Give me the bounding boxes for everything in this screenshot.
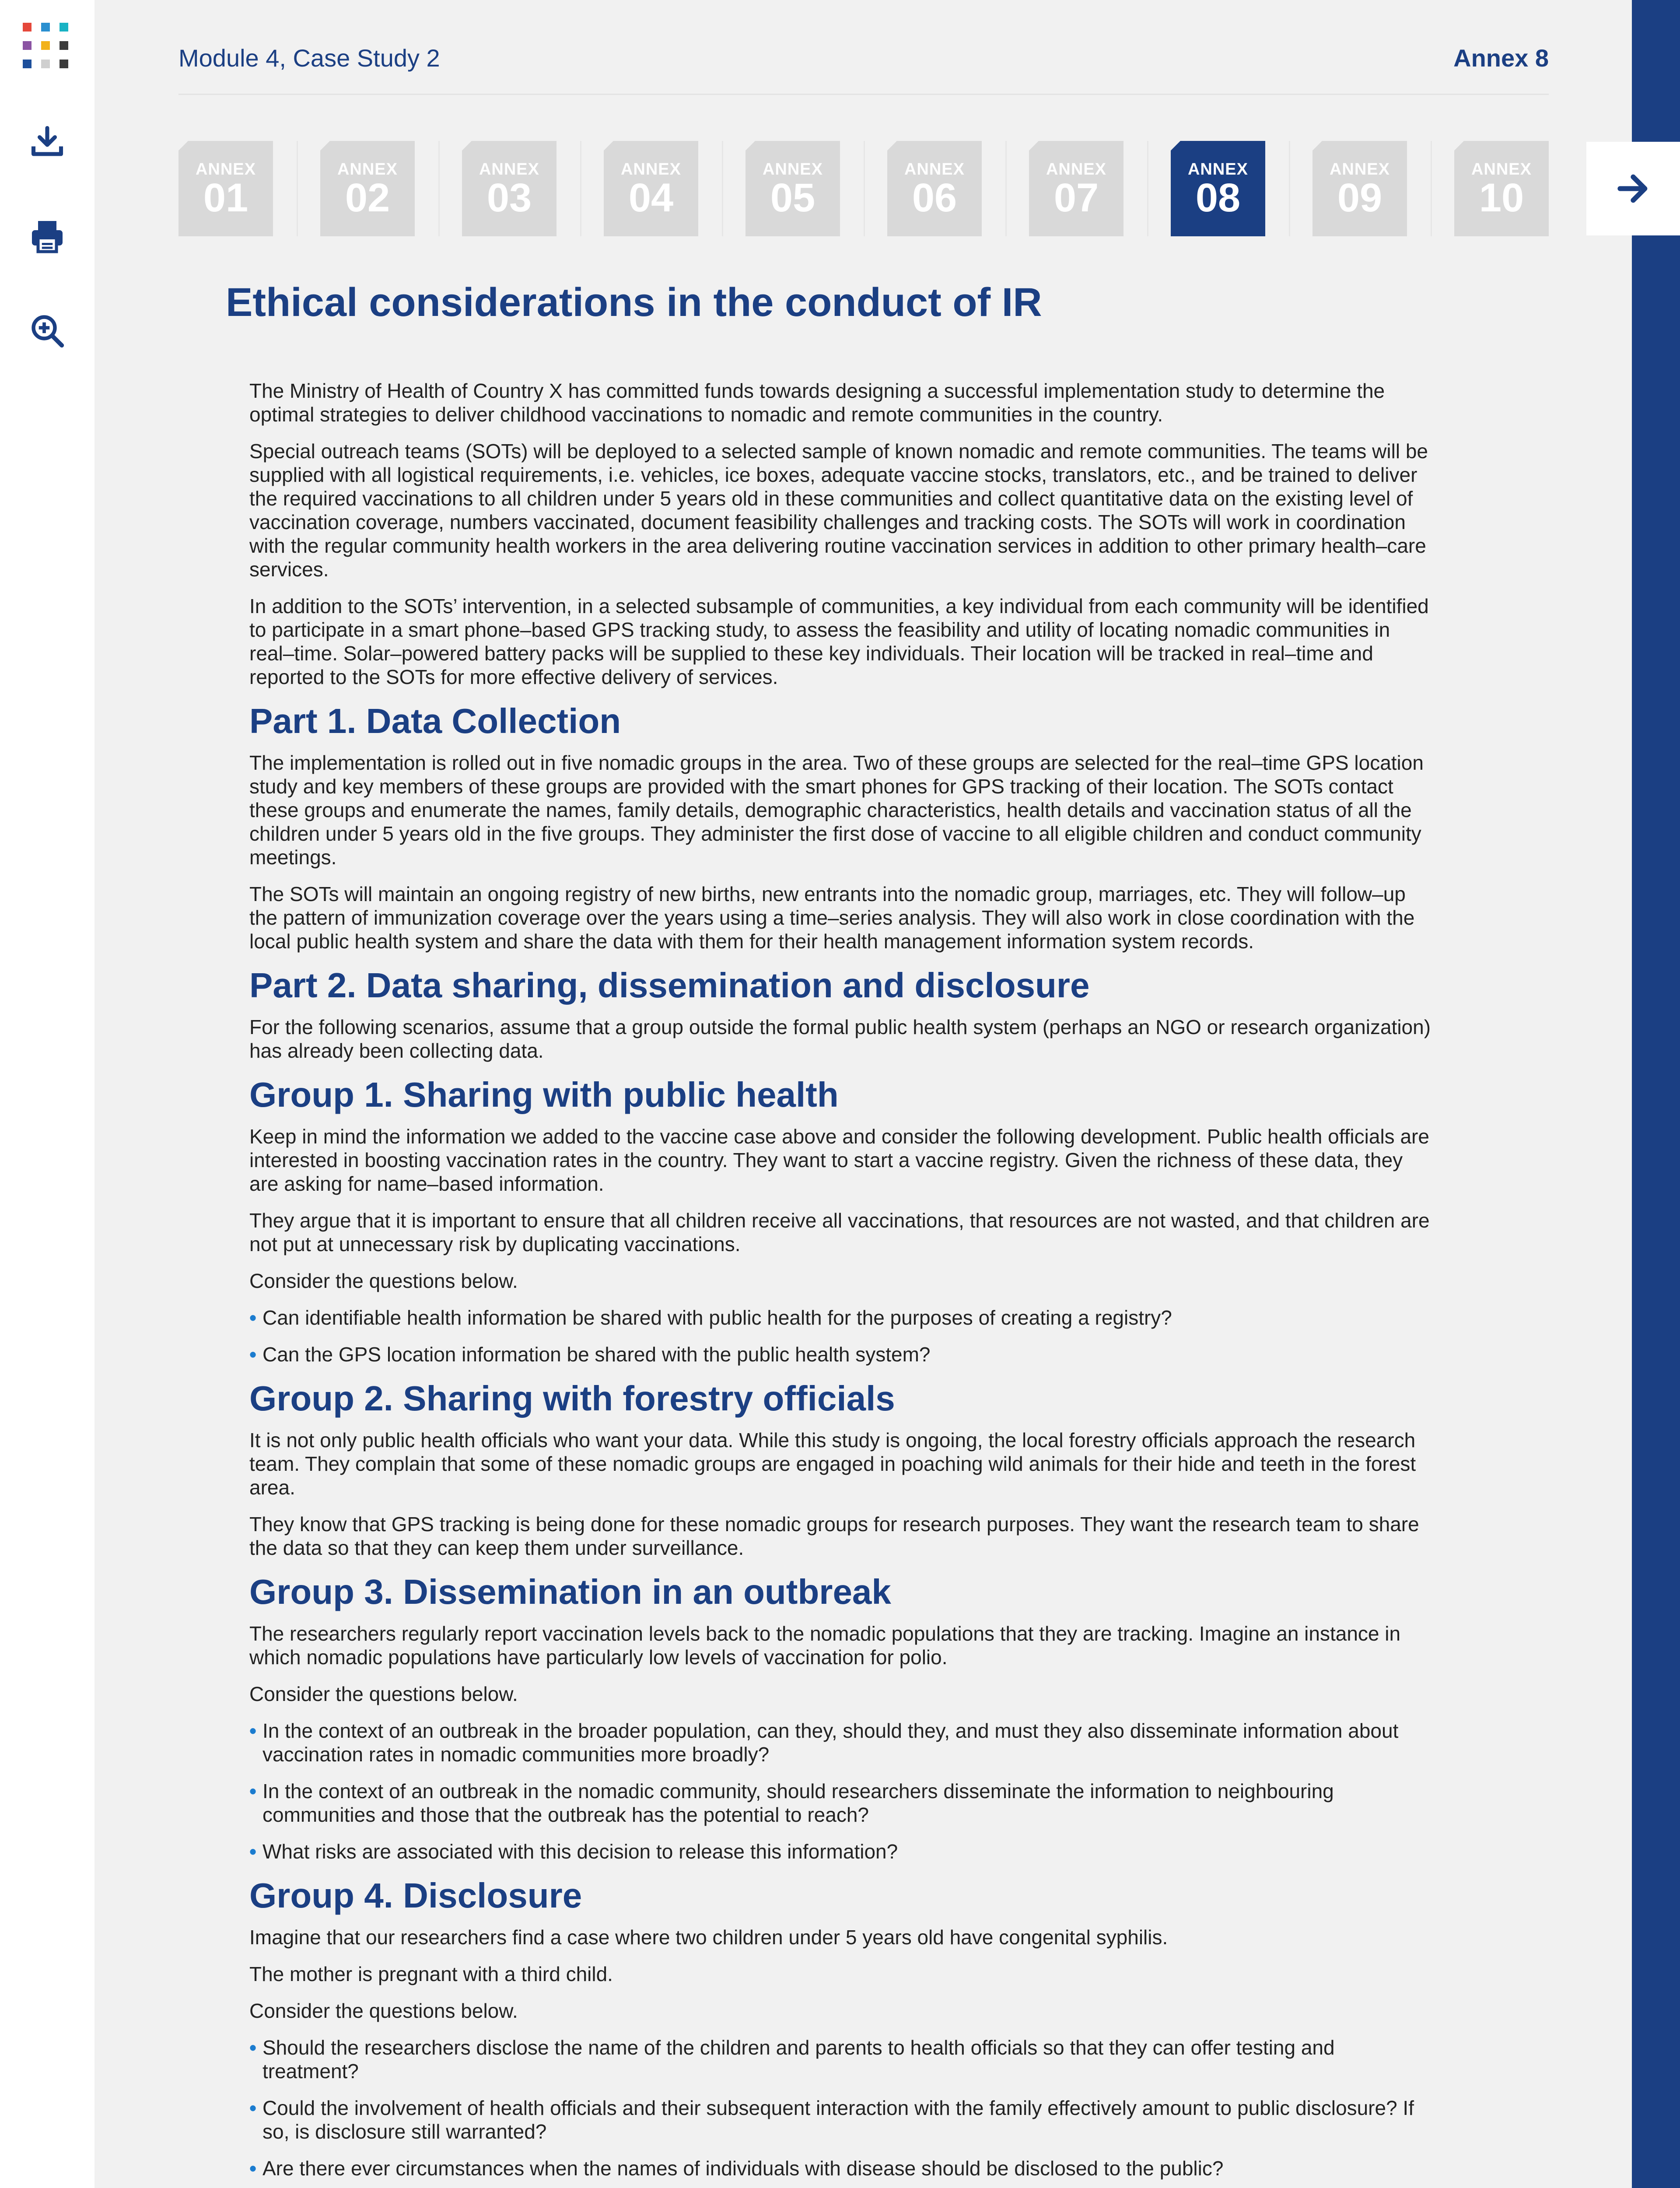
paragraph: The researchers regularly report vaccination levels back to the nomadic populations that they are tracking. Imagine an instance in which nomadic populations have particularly low levels of vaccination for polio.: [249, 1622, 1401, 1669]
app-grid-icon[interactable]: [23, 23, 71, 71]
tab-annex-07[interactable]: [1029, 141, 1124, 236]
question-item: • In the context of an outbreak in the nomadic community, should researchers disseminate the information to neighbouring communities and those that the outbreak has the potential to reach?: [249, 1779, 1435, 1827]
paragraph: Imagine that our researchers find a case where two children under 5 years old have congenital syphilis.: [249, 1926, 1168, 1949]
question-item: • Should the researchers disclose the name of the children and parents to health officials so that they can offer testing and treatment?: [249, 2036, 1435, 2083]
tab-corner: [1312, 141, 1322, 151]
print-icon: [29, 218, 66, 255]
tab-corner: [462, 141, 472, 151]
tab-number: 05: [770, 175, 816, 220]
question-item: • Can identifiable health information be shared with public health for the purposes of creating a registry?: [249, 1306, 1435, 1329]
section-heading-group3: Group 3. Dissemination in an outbreak: [249, 1572, 891, 1611]
main-content: [249, 379, 1435, 2188]
tab-separator: [297, 141, 298, 236]
tab-prefix-label: ANNEX: [620, 160, 682, 179]
tab-number: 02: [345, 175, 390, 220]
intro-paragraph: The Ministry of Health of Country X has committed funds towards designing a successful implementation study to determine the optimal strategies to deliver childhood vaccinations to nomadic and remote communities in the country.: [249, 379, 1385, 426]
tab-corner: [320, 141, 330, 151]
page-title: Ethical considerations in the conduct of IR: [226, 280, 1042, 325]
tab-separator: [1289, 141, 1290, 236]
tab-annex-03[interactable]: [462, 141, 556, 236]
arrow-right-icon: [1616, 171, 1651, 206]
tab-annex-08[interactable]: [1171, 141, 1265, 236]
tab-corner: [746, 141, 755, 151]
tab-prefix-label: ANNEX: [337, 160, 398, 179]
question-list: [249, 2036, 1435, 2180]
tab-prefix-label: ANNEX: [1046, 160, 1107, 179]
paragraph: They know that GPS tracking is being done for these nomadic groups for research purposes. They want the research team to share the data so that they can keep them under surveillance.: [249, 1513, 1419, 1559]
module-title: Module 4, Case Study 2: [178, 44, 440, 72]
paragraph: Consider the questions below.: [249, 1999, 518, 2022]
app-grid-dot: [60, 23, 68, 32]
tab-separator: [1005, 141, 1007, 236]
right-nav-bar: [1632, 0, 1680, 2188]
tab-separator: [722, 141, 723, 236]
tab-prefix-label: ANNEX: [1187, 160, 1249, 179]
tab-separator: [438, 141, 440, 236]
paragraph: Consider the questions below.: [249, 1683, 518, 1705]
paragraph: It is not only public health officials who want your data. While this study is ongoing, the local forestry officials approach the research team. They complain that some of these nomadic groups are engaged in poaching wild animals for their hide and teeth in the forest area.: [249, 1429, 1416, 1499]
tab-corner: [178, 141, 188, 151]
tab-number: 03: [486, 175, 532, 220]
question-item: • Could the involvement of health officials and their subsequent interaction with the family effectively amount to public disclosure? If so, is disclosure still warranted?: [249, 2096, 1435, 2143]
tab-prefix-label: ANNEX: [1471, 160, 1532, 179]
tab-number: 07: [1054, 175, 1099, 220]
app-grid-dot: [41, 41, 50, 50]
tab-number: 04: [628, 175, 674, 220]
app-grid-dot: [23, 60, 32, 68]
section-heading-part1: Part 1. Data Collection: [249, 701, 621, 740]
tab-number: 09: [1337, 175, 1382, 220]
intro-paragraph: Special outreach teams (SOTs) will be deployed to a selected sample of known nomadic and remote communities. The teams will be supplied with all logistical requirements, i.e. vehicles, ice boxes, adequate vaccine stocks, translators, etc., and be trained to deliver the required vaccinations to all children under 5 years old in these communities and collect quantitative data on the existing level of vaccination coverage, numbers vaccinated, document feasibility challenges and tracking costs. The SOTs will work in coordination with the regular community health workers in the area delivering routine vaccination services in addition to other primary health–care services.: [249, 440, 1428, 581]
paragraph: Keep in mind the information we added to the vaccine case above and consider the following development. Public health officials are interested in boosting vaccination rates in the country. They want to start a vaccine registry. Given the richness of these data, they are asking for name–based information.: [249, 1125, 1429, 1195]
tab-annex-10[interactable]: [1454, 141, 1549, 236]
paragraph: Consider the questions below.: [249, 1269, 518, 1292]
tab-separator: [1431, 141, 1432, 236]
app-grid-dot: [23, 41, 32, 50]
left-toolbar: [0, 0, 94, 2188]
tab-number: 01: [203, 175, 248, 220]
tab-separator: [580, 141, 581, 236]
tab-corner: [1171, 141, 1180, 151]
question-item: • In the context of an outbreak in the broader population, can they, should they, and must they also disseminate information about vaccination rates in nomadic communities more broadly?: [249, 1719, 1435, 1766]
paragraph: The SOTs will maintain an ongoing registry of new births, new entrants into the nomadic group, marriages, etc. They will follow–up the pattern of immunization coverage over the years using a time–series analysis. They will also work in close coordination with the local public health system and share the data with them for their health management information system records.: [249, 883, 1415, 953]
tab-prefix-label: ANNEX: [904, 160, 965, 179]
annex-label: Annex 8: [1453, 44, 1549, 72]
section-heading-group1: Group 1. Sharing with public health: [249, 1075, 839, 1114]
tab-prefix-label: ANNEX: [479, 160, 540, 179]
app-grid-dot: [60, 60, 68, 68]
section-heading-part2: Part 2. Data sharing, dissemination and disclosure: [249, 966, 1090, 1005]
question-item: • Are there ever circumstances when the names of individuals with disease should be disclosed to the public?: [249, 2156, 1435, 2180]
download-button[interactable]: [26, 121, 68, 163]
section-heading-group4: Group 4. Disclosure: [249, 1876, 582, 1915]
tab-separator: [864, 141, 865, 236]
header-divider: [178, 94, 1549, 95]
tab-annex-01[interactable]: [178, 141, 273, 236]
tab-prefix-label: ANNEX: [762, 160, 823, 179]
question-list: [249, 1306, 1435, 1366]
intro-paragraph: In addition to the SOTs’ intervention, in a selected subsample of communities, a key individual from each community will be identified to participate in a smart phone–based GPS tracking study, to assess the feasibility and utility of locating nomadic communities in real–time. Solar–powered battery packs will be supplied to these key individuals. Their location will be tracked in real–time and reported to the SOTs for more effective delivery of services.: [249, 595, 1429, 688]
section-heading-group2: Group 2. Sharing with forestry officials: [249, 1379, 895, 1418]
question-list: [249, 1719, 1435, 1863]
paragraph: The implementation is rolled out in five nomadic groups in the area. Two of these groups are selected for the real–time GPS location study and key members of these groups are provided with the smart phones for GPS tracking of their location. The SOTs contact these groups and enumerate the names, family details, demographic characteristics, health details and vaccination status of all the children under 5 years old in the five groups. They administer the first dose of vaccine to all eligible children and conduct community meetings.: [249, 751, 1424, 869]
tab-annex-04[interactable]: [604, 141, 698, 236]
app-grid-dot: [60, 41, 68, 50]
print-button[interactable]: [26, 215, 68, 257]
tab-separator: [1147, 141, 1148, 236]
download-icon: [29, 123, 66, 160]
zoom-in-icon: [29, 312, 66, 349]
tab-number: 08: [1195, 175, 1241, 220]
paragraph: For the following scenarios, assume that a group outside the formal public health system (perhaps an NGO or research organization) has already been collecting data.: [249, 1016, 1431, 1062]
question-item: • Can the GPS location information be shared with the public health system?: [249, 1343, 1435, 1366]
tab-prefix-label: ANNEX: [1329, 160, 1390, 179]
app-grid-dot: [41, 23, 50, 32]
tab-annex-09[interactable]: [1312, 141, 1407, 236]
tab-corner: [604, 141, 613, 151]
paragraph: The mother is pregnant with a third child.: [249, 1963, 613, 1985]
tab-corner: [887, 141, 897, 151]
next-annex-button[interactable]: [1586, 142, 1680, 235]
tab-prefix-label: ANNEX: [195, 160, 256, 179]
question-item: • What risks are associated with this decision to release this information?: [249, 1840, 1435, 1863]
tab-annex-02[interactable]: [320, 141, 415, 236]
tab-number: 10: [1479, 175, 1524, 220]
tab-corner: [1454, 141, 1464, 151]
tab-annex-05[interactable]: [746, 141, 840, 236]
app-grid-dot: [23, 23, 32, 32]
tab-annex-06[interactable]: [887, 141, 982, 236]
tab-corner: [1029, 141, 1039, 151]
paragraph: They argue that it is important to ensure that all children receive all vaccinations, that resources are not wasted, and that children are not put at unnecessary risk by duplicating vaccinations.: [249, 1209, 1430, 1255]
annex-tab-bar: [178, 141, 1549, 237]
tab-number: 06: [912, 175, 957, 220]
zoom-button[interactable]: [26, 310, 68, 352]
app-grid-dot: [41, 60, 50, 68]
